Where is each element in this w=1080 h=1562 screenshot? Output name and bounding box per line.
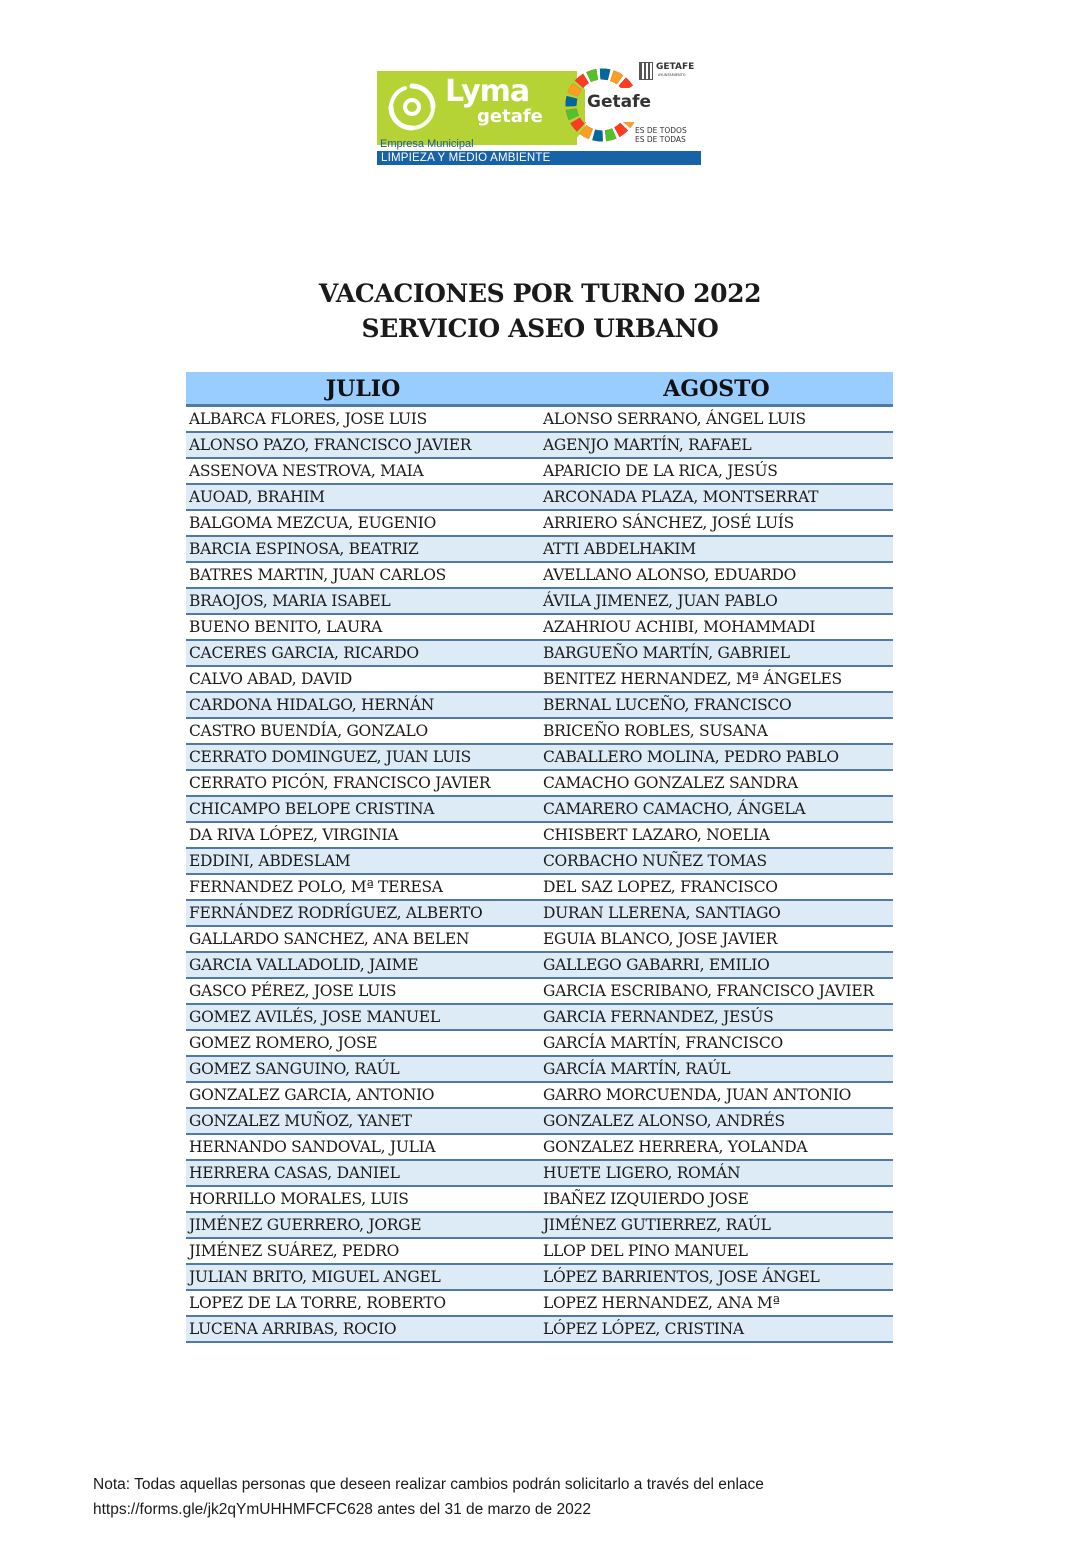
cell-agosto: BARGUEÑO MARTÍN, GABRIEL bbox=[543, 644, 790, 662]
table-row bbox=[186, 1317, 893, 1343]
cell-agosto: LÓPEZ BARRIENTOS, JOSE ÁNGEL bbox=[543, 1268, 820, 1286]
table-row bbox=[186, 1031, 893, 1057]
cell-julio: GOMEZ AVILÉS, JOSE MANUEL bbox=[189, 1008, 440, 1026]
table-row bbox=[186, 1265, 893, 1291]
table-row bbox=[186, 563, 893, 589]
table-row bbox=[186, 1161, 893, 1187]
column-header-agosto: AGOSTO bbox=[663, 376, 770, 402]
cell-agosto: BERNAL LUCEÑO, FRANCISCO bbox=[543, 696, 792, 714]
table-row bbox=[186, 589, 893, 615]
cell-julio: JULIAN BRITO, MIGUEL ANGEL bbox=[189, 1268, 441, 1286]
cell-julio: CALVO ABAD, DAVID bbox=[189, 670, 353, 688]
cell-julio: CHICAMPO BELOPE CRISTINA bbox=[189, 800, 435, 818]
cell-agosto: LOPEZ HERNANDEZ, ANA Mª bbox=[543, 1294, 780, 1312]
table-row bbox=[186, 797, 893, 823]
cell-agosto: CAMACHO GONZALEZ SANDRA bbox=[543, 774, 798, 792]
cell-julio: GASCO PÉREZ, JOSE LUIS bbox=[189, 982, 397, 1000]
cell-julio: GOMEZ ROMERO, JOSE bbox=[189, 1034, 378, 1052]
vacation-table bbox=[186, 372, 893, 1343]
lyma-getafe-logo bbox=[377, 62, 701, 166]
table-row bbox=[186, 511, 893, 537]
table-row bbox=[186, 1005, 893, 1031]
logo-city-top-sub: AYUNTAMIENTO bbox=[658, 73, 686, 77]
cell-julio: BATRES MARTIN, JUAN CARLOS bbox=[189, 566, 446, 584]
logo-slogan-1: ES DE TODOS bbox=[635, 126, 687, 135]
table-row bbox=[186, 641, 893, 667]
cell-agosto: GARCÍA MARTÍN, FRANCISCO bbox=[543, 1034, 783, 1052]
cell-julio: ALONSO PAZO, FRANCISCO JAVIER bbox=[189, 436, 472, 454]
table-row bbox=[186, 485, 893, 511]
cell-agosto: AZAHRIOU ACHIBI, MOHAMMADI bbox=[543, 618, 816, 636]
cell-julio: ALBARCA FLORES, JOSE LUIS bbox=[189, 410, 427, 428]
table-row bbox=[186, 719, 893, 745]
cell-agosto: GONZALEZ ALONSO, ANDRÉS bbox=[543, 1112, 785, 1130]
table-row bbox=[186, 979, 893, 1005]
cell-julio: BALGOMA MEZCUA, EUGENIO bbox=[189, 514, 436, 532]
logo-brand-sub: getafe bbox=[477, 106, 543, 127]
table-row bbox=[186, 407, 893, 433]
cell-julio: JIMÉNEZ GUERRERO, JORGE bbox=[189, 1216, 422, 1234]
cell-agosto: GARCIA ESCRIBANO, FRANCISCO JAVIER bbox=[543, 982, 874, 1000]
cell-julio: GALLARDO SANCHEZ, ANA BELEN bbox=[189, 930, 470, 948]
cell-julio: FERNANDEZ POLO, Mª TERESA bbox=[189, 878, 443, 896]
table-row bbox=[186, 1213, 893, 1239]
logo-slogan bbox=[635, 126, 687, 144]
cell-julio: CACERES GARCIA, RICARDO bbox=[189, 644, 419, 662]
table-row bbox=[186, 1083, 893, 1109]
table-row bbox=[186, 693, 893, 719]
cell-julio: EDDINI, ABDESLAM bbox=[189, 852, 351, 870]
page-subtitle: SERVICIO ASEO URBANO bbox=[361, 314, 719, 343]
cell-agosto: JIMÉNEZ GUTIERREZ, RAÚL bbox=[543, 1216, 771, 1234]
cell-julio: BRAOJOS, MARIA ISABEL bbox=[189, 592, 391, 610]
logo-city-word: Getafe bbox=[587, 92, 652, 112]
table-row bbox=[186, 901, 893, 927]
cell-agosto: GARCÍA MARTÍN, RAÚL bbox=[543, 1060, 731, 1078]
cell-agosto: CAMARERO CAMACHO, ÁNGELA bbox=[543, 800, 806, 818]
cell-julio: BUENO BENITO, LAURA bbox=[189, 618, 383, 636]
table-row bbox=[186, 1239, 893, 1265]
table-row bbox=[186, 953, 893, 979]
cell-agosto: GONZALEZ HERRERA, YOLANDA bbox=[543, 1138, 808, 1156]
cell-agosto: GARRO MORCUENDA, JUAN ANTONIO bbox=[543, 1086, 852, 1104]
column-header-julio: JULIO bbox=[325, 376, 401, 402]
table-row bbox=[186, 433, 893, 459]
cell-agosto: BRICEÑO ROBLES, SUSANA bbox=[543, 722, 768, 740]
cell-agosto: DEL SAZ LOPEZ, FRANCISCO bbox=[543, 878, 778, 896]
cell-agosto: ALONSO SERRANO, ÁNGEL LUIS bbox=[543, 410, 806, 428]
table-row bbox=[186, 667, 893, 693]
logo-company-area: LIMPIEZA Y MEDIO AMBIENTE bbox=[381, 152, 551, 164]
cell-agosto: ARRIERO SÁNCHEZ, JOSÉ LUÍS bbox=[543, 514, 794, 532]
cell-agosto: ARCONADA PLAZA, MONTSERRAT bbox=[543, 488, 819, 506]
cell-agosto: GALLEGO GABARRI, EMILIO bbox=[543, 956, 770, 974]
cell-julio: HERNANDO SANDOVAL, JULIA bbox=[189, 1138, 436, 1156]
coat-of-arms-icon bbox=[639, 62, 653, 80]
cell-julio: BARCIA ESPINOSA, BEATRIZ bbox=[189, 540, 419, 558]
cell-julio: GONZALEZ GARCIA, ANTONIO bbox=[189, 1086, 435, 1104]
cell-agosto: CABALLERO MOLINA, PEDRO PABLO bbox=[543, 748, 839, 766]
cell-agosto: CORBACHO NUÑEZ TOMAS bbox=[543, 852, 767, 870]
cell-julio: CERRATO PICÓN, FRANCISCO JAVIER bbox=[189, 774, 491, 792]
note-text: Nota: Todas aquellas personas que deseen realizar cambios podrán solicitarlo a través del enlace bbox=[93, 1476, 764, 1493]
cell-julio: LUCENA ARRIBAS, ROCIO bbox=[189, 1320, 397, 1338]
cell-agosto: EGUIA BLANCO, JOSE JAVIER bbox=[543, 930, 778, 948]
cell-agosto: LÓPEZ LÓPEZ, CRISTINA bbox=[543, 1320, 744, 1338]
table-row bbox=[186, 745, 893, 771]
logo-blue-bar bbox=[377, 151, 701, 165]
cell-agosto: IBAÑEZ IZQUIERDO JOSE bbox=[543, 1190, 749, 1208]
cell-julio: GOMEZ SANGUINO, RAÚL bbox=[189, 1060, 400, 1078]
cell-agosto: AGENJO MARTÍN, RAFAEL bbox=[543, 436, 752, 454]
table-row bbox=[186, 927, 893, 953]
logo-city-top: GETAFE bbox=[656, 62, 695, 72]
table-row bbox=[186, 459, 893, 485]
table-row bbox=[186, 771, 893, 797]
cell-agosto: LLOP DEL PINO MANUEL bbox=[543, 1242, 748, 1260]
cell-julio: CARDONA HIDALGO, HERNÁN bbox=[189, 696, 435, 714]
cell-agosto: AVELLANO ALONSO, EDUARDO bbox=[543, 566, 797, 584]
cell-julio: HORRILLO MORALES, LUIS bbox=[189, 1190, 409, 1208]
table-row bbox=[186, 1057, 893, 1083]
cell-julio: GONZALEZ MUÑOZ, YANET bbox=[189, 1112, 412, 1130]
table-row bbox=[186, 849, 893, 875]
cell-agosto: CHISBERT LAZARO, NOELIA bbox=[543, 826, 770, 844]
cell-julio: ASSENOVA NESTROVA, MAIA bbox=[189, 462, 424, 480]
table-row bbox=[186, 615, 893, 641]
cell-julio: HERRERA CASAS, DANIEL bbox=[189, 1164, 400, 1182]
cell-julio: FERNÁNDEZ RODRÍGUEZ, ALBERTO bbox=[189, 904, 483, 922]
cell-agosto: APARICIO DE LA RICA, JESÚS bbox=[543, 462, 778, 480]
table-header bbox=[186, 372, 893, 407]
cell-agosto: HUETE LIGERO, ROMÁN bbox=[543, 1164, 741, 1182]
cell-julio: LOPEZ DE LA TORRE, ROBERTO bbox=[189, 1294, 446, 1312]
table-row bbox=[186, 823, 893, 849]
cell-julio: GARCIA VALLADOLID, JAIME bbox=[189, 956, 419, 974]
cell-agosto: BENITEZ HERNANDEZ, Mª ÁNGELES bbox=[543, 670, 842, 688]
footer-note bbox=[93, 1472, 764, 1522]
cell-julio: AUOAD, BRAHIM bbox=[189, 488, 325, 506]
note-link-line: https://forms.gle/jk2qYmUHHMFCFC628 antes del 31 de marzo de 2022 bbox=[93, 1501, 591, 1518]
cell-agosto: ÁVILA JIMENEZ, JUAN PABLO bbox=[543, 592, 778, 610]
table-row bbox=[186, 537, 893, 563]
cell-julio: DA RIVA LÓPEZ, VIRGINIA bbox=[189, 826, 399, 844]
table-row bbox=[186, 1187, 893, 1213]
cell-agosto: GARCIA FERNANDEZ, JESÚS bbox=[543, 1008, 774, 1026]
cell-agosto: ATTI ABDELHAKIM bbox=[543, 540, 696, 558]
cell-julio: CASTRO BUENDÍA, GONZALO bbox=[189, 722, 428, 740]
logo-company-type: Empresa Municipal bbox=[380, 138, 474, 150]
cell-julio: JIMÉNEZ SUÁREZ, PEDRO bbox=[189, 1242, 400, 1260]
page-title: VACACIONES POR TURNO 2022 bbox=[318, 279, 762, 308]
cell-julio: CERRATO DOMINGUEZ, JUAN LUIS bbox=[189, 748, 471, 766]
lyma-swirl-icon bbox=[387, 82, 437, 132]
table-row bbox=[186, 1291, 893, 1317]
table-row bbox=[186, 875, 893, 901]
logo-slogan-2: ES DE TODAS bbox=[635, 135, 686, 144]
cell-agosto: DURAN LLERENA, SANTIAGO bbox=[543, 904, 781, 922]
table-row bbox=[186, 1135, 893, 1161]
table-body bbox=[186, 407, 893, 1343]
table-row bbox=[186, 1109, 893, 1135]
logo-brand: Lyma bbox=[445, 74, 530, 109]
